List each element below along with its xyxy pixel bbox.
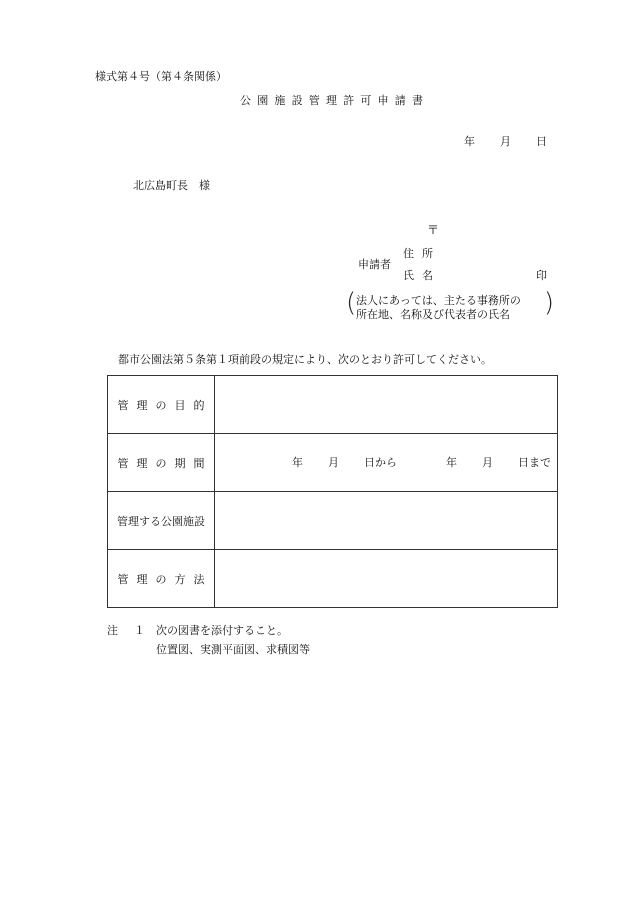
note-number: １ (134, 624, 145, 637)
date-month-label: 月 (500, 135, 511, 148)
period-label-cell (108, 434, 215, 492)
period-start-day-label: 日から (364, 455, 397, 469)
corporate-note-line-2: 所在地、名称及び代表者の氏名 (356, 308, 510, 321)
seal-mark: 印 (536, 269, 547, 282)
request-text: 都市公園法第５条第１項前段の規定により、次のとおり許可してください。 (118, 353, 492, 366)
period-start-year-label: 年 (292, 455, 303, 469)
purpose-field[interactable] (215, 376, 558, 434)
note-text: 次の図書を添付すること。 (156, 624, 288, 637)
table-row-facility (108, 492, 558, 550)
corporate-note (346, 288, 554, 324)
addressee: 北広島町長 様 (133, 179, 210, 192)
purpose-label-cell (108, 376, 215, 434)
postal-mark: 〒 (427, 223, 440, 237)
period-end-year-label: 年 (446, 455, 457, 469)
period-field[interactable] (215, 434, 558, 492)
address-label: 住所 (403, 247, 441, 260)
period-label: 管理の期間 (117, 456, 213, 470)
facility-label: 管理する公園施設 (117, 514, 205, 528)
period-end-month-label: 月 (482, 455, 493, 469)
method-field[interactable] (215, 550, 558, 608)
note-label: 注 (107, 624, 118, 637)
purpose-label: 管理の目的 (117, 398, 213, 412)
date-year-label: 年 (464, 135, 475, 148)
corporate-note-line-1: 法人にあっては、主たる事務所の (356, 294, 521, 307)
permit-table (107, 375, 558, 608)
form-number: 様式第４号（第４条関係） (95, 70, 227, 83)
name-label: 氏名 (403, 269, 441, 282)
date-day-label: 日 (536, 135, 547, 148)
period-end-day-label: 日まで (518, 455, 551, 469)
page-title: 公園施設管理許可申請書 (240, 94, 430, 107)
table-row-purpose (108, 376, 558, 434)
method-label: 管理の方法 (117, 572, 213, 586)
right-bracket: ) (543, 288, 554, 318)
applicant-label: 申請者 (358, 258, 391, 271)
left-bracket: ( (346, 288, 357, 318)
note-documents: 位置図、実測平面図、求積図等 (156, 643, 310, 656)
table-row-method (108, 550, 558, 608)
method-label-cell (108, 550, 215, 608)
period-start-month-label: 月 (328, 455, 339, 469)
facility-label-cell (108, 492, 215, 550)
facility-field[interactable] (215, 492, 558, 550)
table-row-period (108, 434, 558, 492)
